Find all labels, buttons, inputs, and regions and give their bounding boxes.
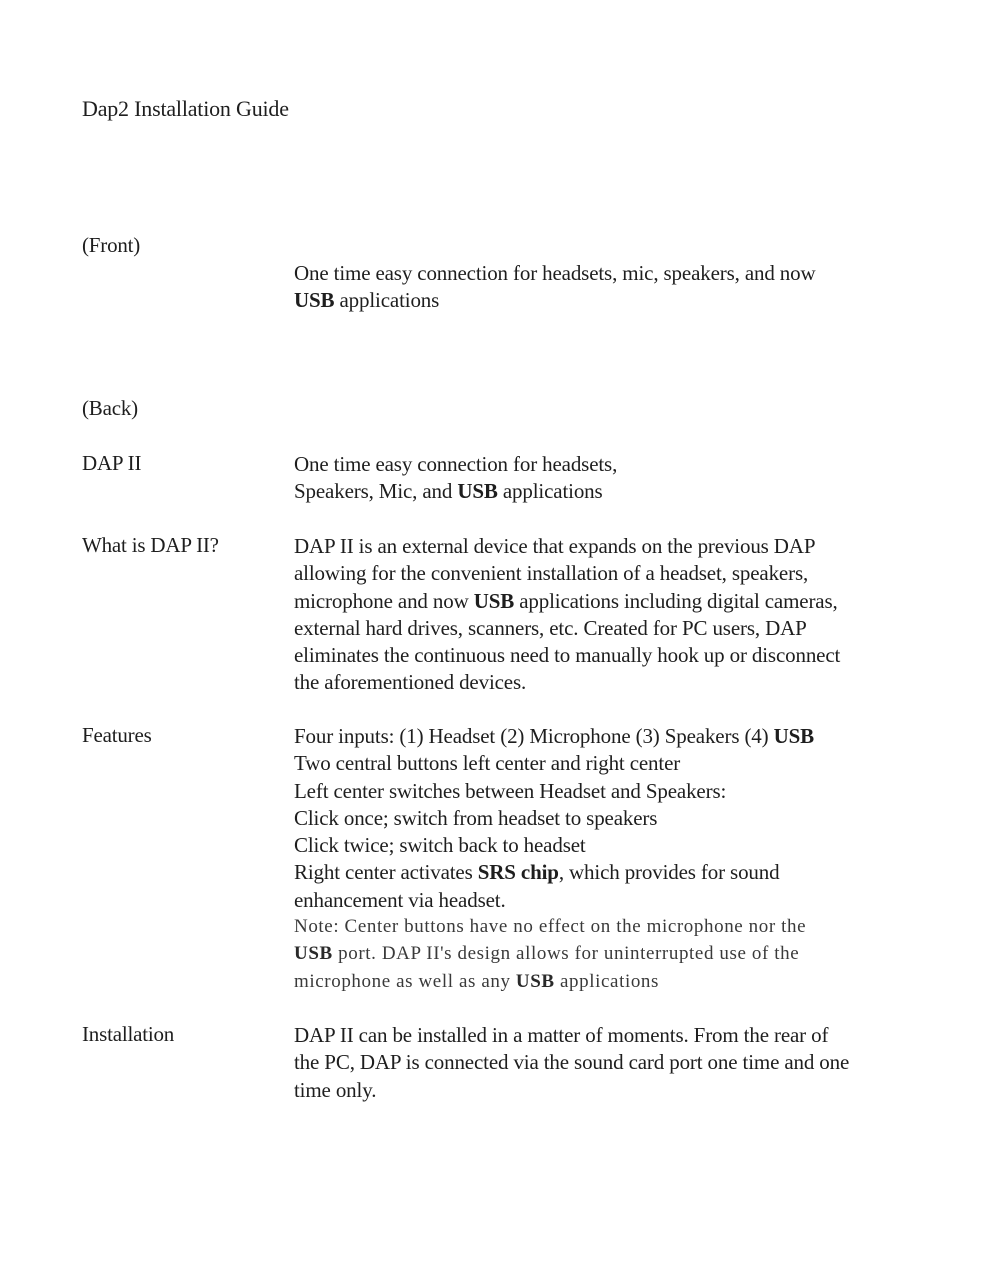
note-line-2-post: port. DAP II's design allows for uninterrupted use of the (332, 943, 800, 965)
features-line-1 (294, 723, 814, 750)
what-line-3-pre: microphone and now (294, 588, 474, 613)
usb-emphasis: USB (473, 588, 515, 613)
installation-line-2: the PC, DAP is connected via the sound card port one time and one (294, 1050, 850, 1075)
dap2-line-1: One time easy connection for headsets, (294, 452, 618, 476)
installation-label: Installation (82, 1022, 175, 1046)
features-line-4: Click once; switch from headset to speakers (294, 805, 658, 830)
front-line-1: One time easy connection for headsets, mic, speakers, and now (294, 261, 816, 285)
dap2-line-2 (294, 478, 617, 505)
installation-description (294, 1022, 849, 1104)
what-line-5: eliminates the continuous need to manually hook up or disconnect (294, 643, 841, 668)
features-label: Features (82, 723, 152, 747)
features-line-1-pre: Four inputs: (1) Headset (2) Microphone (3) Speakers (4) (294, 724, 774, 748)
page-title: Dap2 Installation Guide (82, 96, 289, 121)
features-line-7: enhancement via headset. (294, 887, 506, 912)
note-line-2 (294, 940, 806, 967)
srs-chip-emphasis: SRS chip (477, 860, 559, 885)
usb-emphasis: USB (773, 724, 814, 748)
front-label: (Front) (82, 233, 141, 257)
usb-emphasis: USB (294, 943, 333, 965)
front-description (294, 260, 816, 315)
front-line-2 (294, 287, 816, 314)
features-line-2: Two central buttons left center and right center (294, 751, 681, 776)
front-line-2-text: applications (334, 288, 440, 313)
features-line-5: Click twice; switch back to headset (294, 833, 586, 858)
what-label: What is DAP II? (82, 533, 219, 557)
dap2-line-2-pre: Speakers, Mic, and (294, 479, 458, 504)
note-line-1: Note: Center buttons have no effect on the microphone nor the (294, 916, 807, 937)
note-line-3 (294, 968, 806, 995)
what-line-4: external hard drives, scanners, etc. Created for PC users, DAP (294, 615, 807, 640)
installation-line-1: DAP II can be installed in a matter of moments. From the rear of (294, 1023, 829, 1047)
note-line-3-pre: microphone as well as any (294, 970, 516, 992)
usb-emphasis: USB (457, 479, 498, 504)
installation-line-3: time only. (294, 1077, 377, 1102)
features-line-6 (294, 859, 814, 886)
dap2-line-2-post: applications (497, 479, 603, 504)
what-line-6: the aforementioned devices. (294, 670, 527, 695)
what-description (294, 533, 840, 697)
what-line-3 (294, 588, 840, 615)
what-line-1: DAP II is an external device that expands on the previous DAP (294, 534, 816, 558)
features-note (294, 913, 806, 995)
dap2-label: DAP II (82, 451, 142, 475)
what-line-2: allowing for the convenient installation of a headset, speakers, (294, 561, 809, 586)
features-description (294, 723, 814, 914)
features-line-6-post: , which provides for sound (558, 860, 780, 885)
features-line-3: Left center switches between Headset and Speakers: (294, 778, 727, 803)
usb-emphasis: USB (515, 970, 555, 992)
note-line-3-post: applications (554, 970, 660, 992)
features-line-6-pre: Right center activates (294, 860, 478, 885)
back-label: (Back) (82, 396, 138, 420)
what-line-3-post: applications including digital cameras, (514, 588, 838, 613)
dap2-description (294, 451, 617, 506)
usb-emphasis: USB (294, 288, 335, 313)
